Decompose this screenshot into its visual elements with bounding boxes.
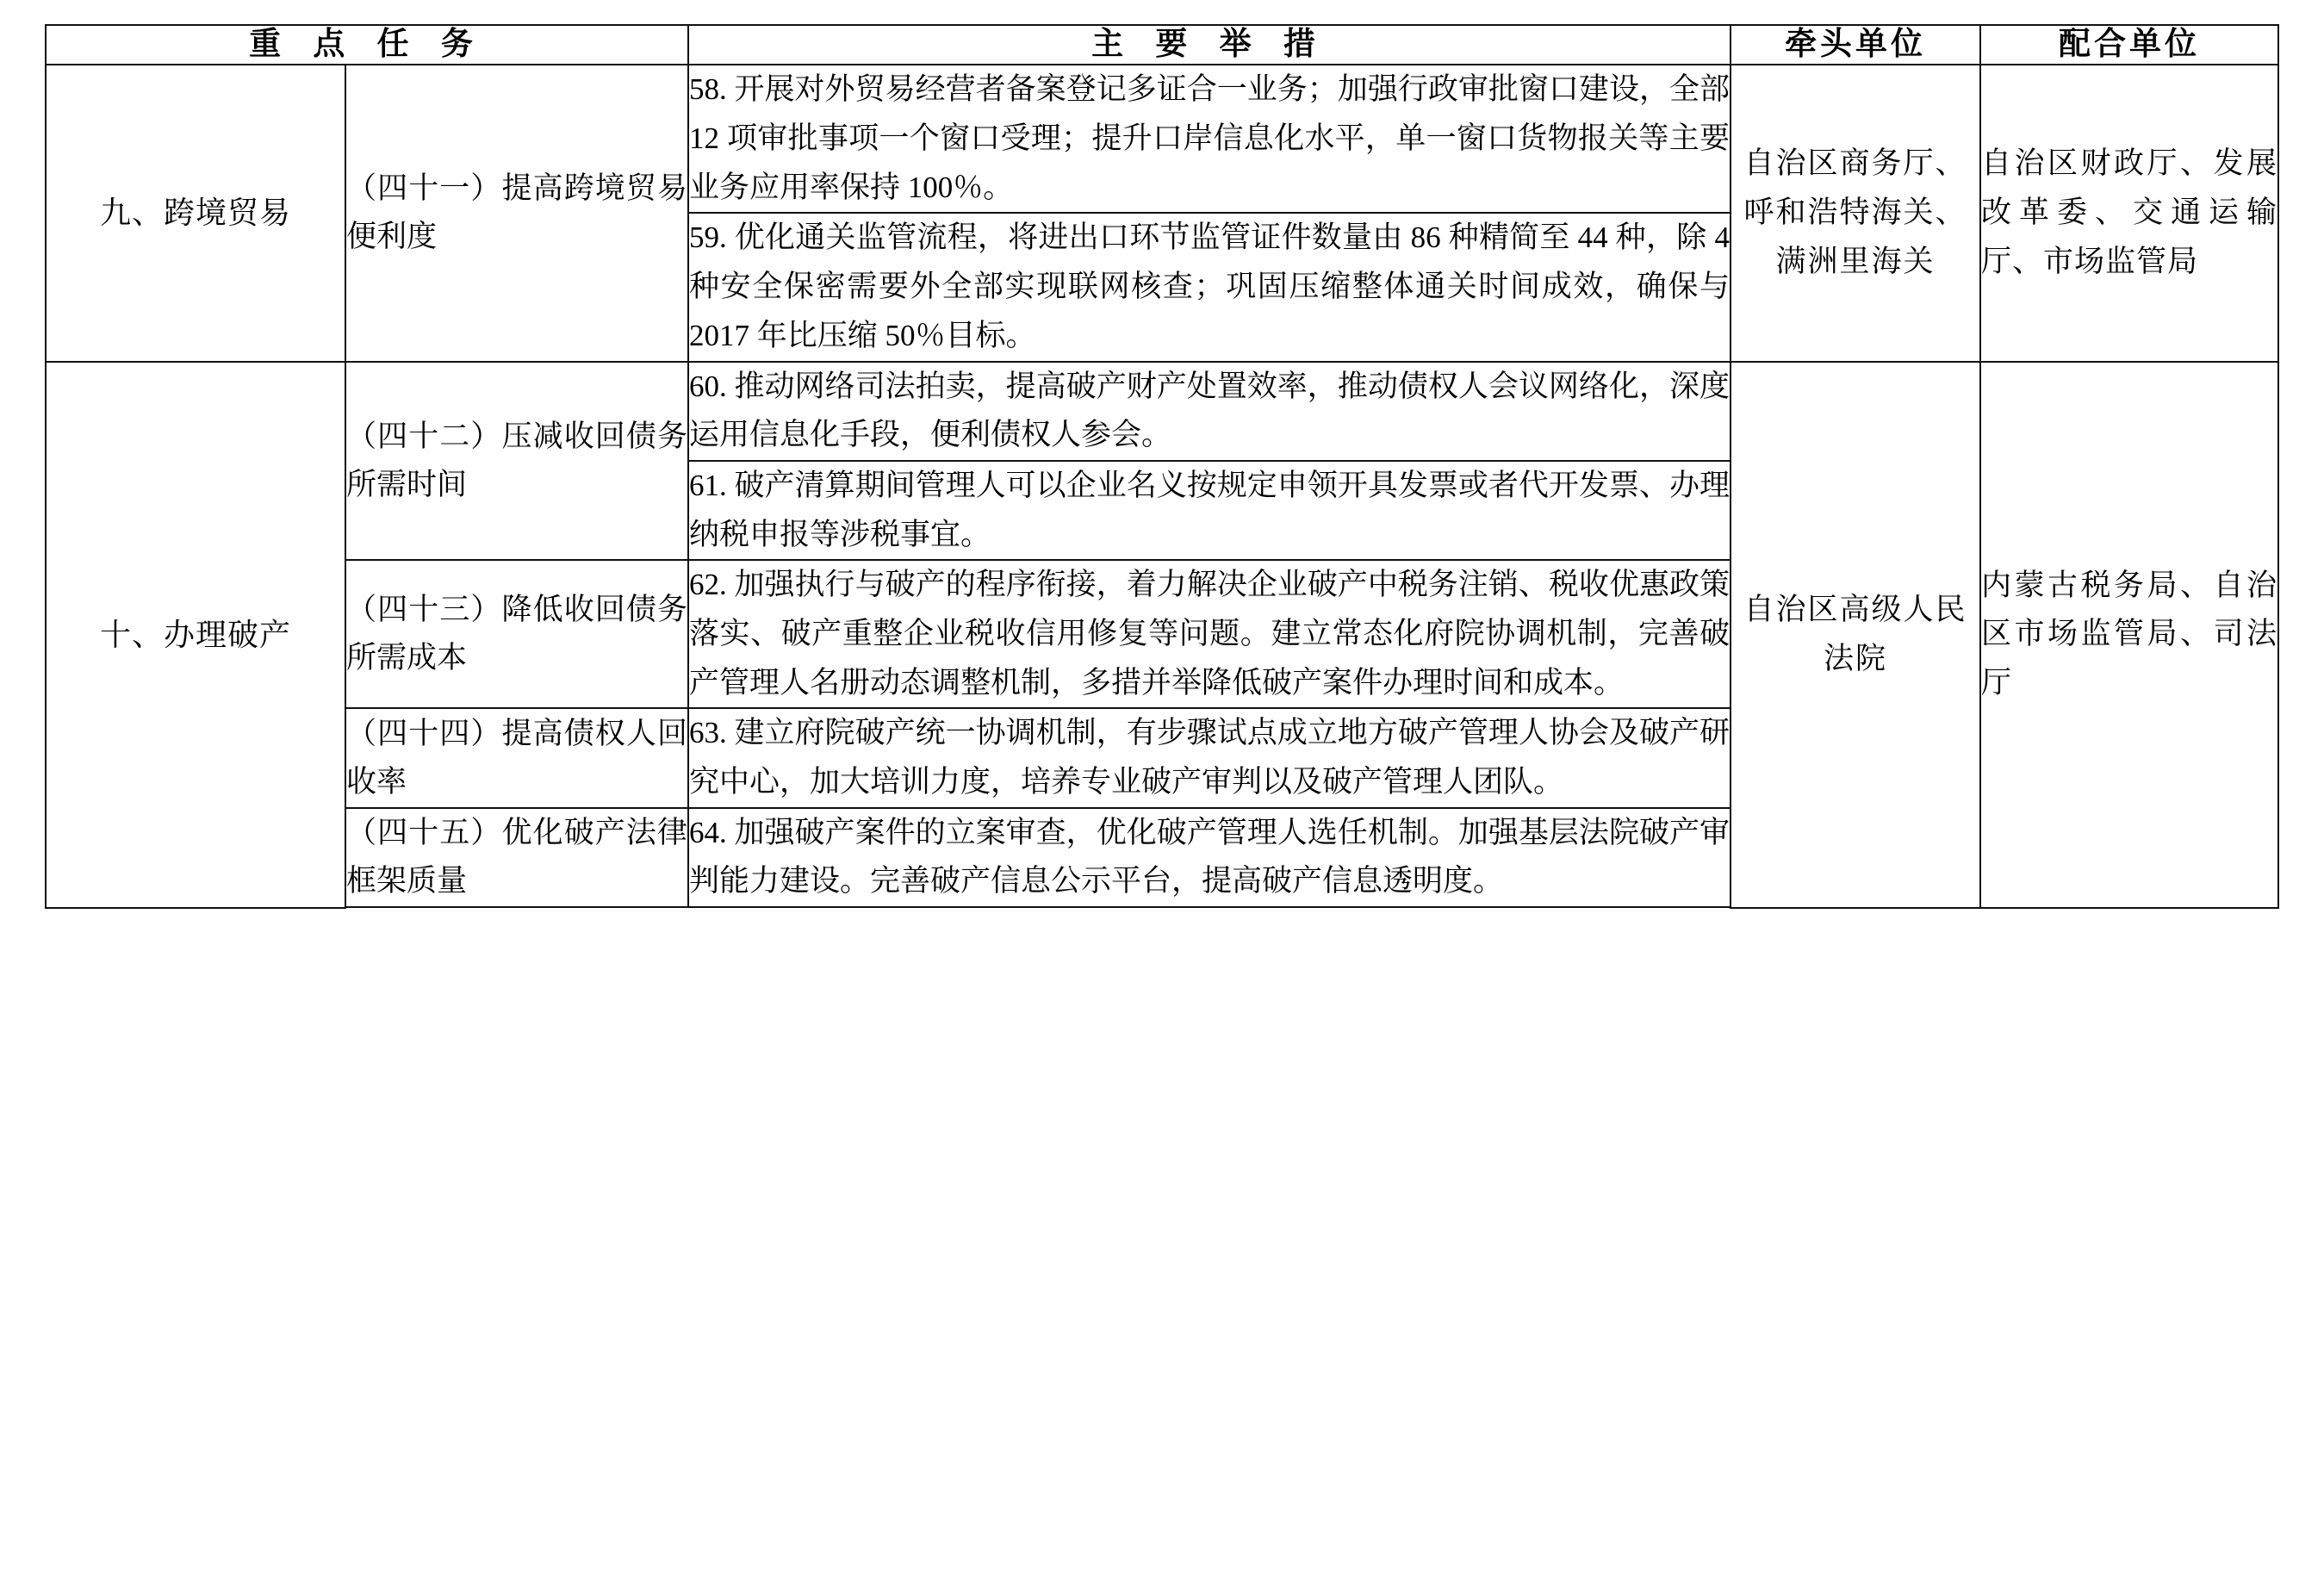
lead-unit-cell-section-10: 自治区高级人民法院: [1731, 362, 1980, 909]
measure-cell-60: 60. 推动网络司法拍卖，提高破产财产处置效率，推动债权人会议网络化，深度运用信息化手段，便利债权人参会。: [688, 362, 1731, 461]
subtask-cell-43: （四十三）降低收回债务所需成本: [345, 560, 688, 708]
spacer-sub: [345, 907, 688, 908]
task-cell-section-9: 九、跨境贸易: [46, 65, 345, 361]
subtask-cell-41: （四十一）提高跨境贸易便利度: [345, 65, 688, 361]
table-header-row: [46, 25, 2278, 65]
column-header-coop-unit: 配合单位: [1980, 25, 2278, 65]
coop-unit-cell-section-10: 内蒙古税务局、自治区市场监管局、司法厅: [1980, 362, 2278, 909]
key-tasks-table: [45, 24, 2279, 909]
subtask-cell-42: （四十二）压减收回债务所需时间: [345, 362, 688, 561]
measure-cell-62: 62. 加强执行与破产的程序衔接，着力解决企业破产中税务注销、税收优惠政策落实、破产重整企业税收信用修复等问题。建立常态化府院协调机制，完善破产管理人名册动态调整机制，多措并举降低破产案件办理时间和成本。: [688, 560, 1731, 708]
table-row: [46, 362, 2278, 461]
table-row: [46, 65, 2278, 213]
measure-cell-58: 58. 开展对外贸易经营者备案登记多证合一业务；加强行政审批窗口建设，全部 12 项审批事项一个窗口受理；提升口岸信息化水平，单一窗口货物报关等主要业务应用率保持 100％。: [688, 65, 1731, 213]
measure-cell-63: 63. 建立府院破产统一协调机制，有步骤试点成立地方破产管理人协会及破产研究中心，加大培训力度，培养专业破产审判以及破产管理人团队。: [688, 708, 1731, 807]
task-cell-section-10: 十、办理破产: [46, 362, 345, 909]
measure-cell-59: 59. 优化通关监管流程，将进出口环节监管证件数量由 86 种精简至 44 种，除 4 种安全保密需要外全部实现联网核查；巩固压缩整体通关时间成效，确保与 2017 年比压缩 50％目标。: [688, 213, 1731, 361]
spacer-meas: [688, 907, 1731, 908]
column-header-measures: 主 要 举 措: [688, 25, 1731, 65]
coop-unit-cell-section-9: 自治区财政厅、发展改革委、交通运输厅、市场监管局: [1980, 65, 2278, 361]
subtask-cell-44: （四十四）提高债权人回收率: [345, 708, 688, 807]
measure-cell-64: 64. 加强破产案件的立案审查，优化破产管理人选任机制。加强基层法院破产审判能力建设。完善破产信息公示平台，提高破产信息透明度。: [688, 808, 1731, 907]
table-header: [46, 25, 2278, 65]
column-header-lead-unit: 牵头单位: [1731, 25, 1980, 65]
column-header-task: 重 点 任 务: [46, 25, 688, 65]
measure-cell-61: 61. 破产清算期间管理人可以企业名义按规定申领开具发票或者代开发票、办理纳税申报等涉税事宜。: [688, 461, 1731, 560]
table-body: [46, 65, 2278, 908]
subtask-cell-45: （四十五）优化破产法律框架质量: [345, 808, 688, 907]
lead-unit-cell-section-9: 自治区商务厅、呼和浩特海关、满洲里海关: [1731, 65, 1980, 361]
